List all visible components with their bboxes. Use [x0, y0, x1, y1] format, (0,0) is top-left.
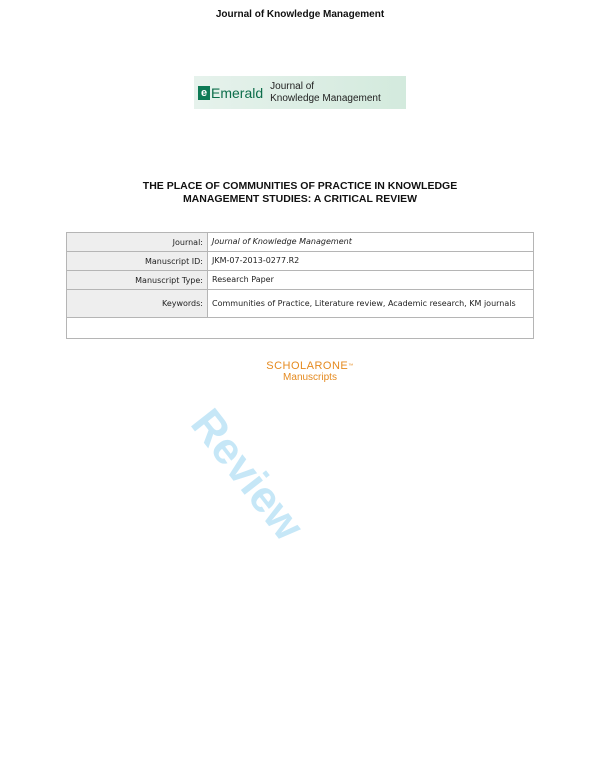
paper-title-line2: MANAGEMENT STUDIES: A CRITICAL REVIEW: [182, 193, 418, 205]
paper-title-line1: THE PLACE OF COMMUNITIES OF PRACTICE IN KNOWLEDGE: [142, 180, 458, 192]
metadata-row-keywords: [67, 290, 534, 318]
metadata-row-journal: [67, 233, 534, 252]
manuscript-metadata-table: [66, 232, 534, 339]
logo-journal-line2: Knowledge Management: [270, 92, 381, 104]
paper-title: [60, 180, 540, 206]
manuscript-id-value: JKM-07-2013-0277.R2: [208, 252, 534, 271]
manuscript-type-value: Research Paper: [208, 271, 534, 290]
manuscript-type-label: Manuscript Type:: [67, 271, 208, 290]
metadata-row-manuscript-type: [67, 271, 534, 290]
review-watermark: Review: [181, 400, 314, 550]
empty-cell: [67, 318, 534, 339]
journal-value: Journal of Knowledge Management: [208, 233, 534, 252]
logo-journal-name: [270, 81, 381, 105]
manuscript-id-label: Manuscript ID:: [67, 252, 208, 271]
keywords-value: Communities of Practice, Literature review, Academic research, KM journals: [208, 290, 534, 318]
logo-journal-line1: Journal of: [270, 80, 315, 92]
journal-label: Journal:: [67, 233, 208, 252]
emerald-journal-logo: [194, 76, 406, 109]
emerald-e-icon: e: [198, 86, 210, 100]
metadata-row-empty: [67, 318, 534, 339]
emerald-brand-text: Emerald: [211, 84, 264, 101]
running-header: Journal of Knowledge Management: [215, 9, 385, 20]
trademark-symbol: ™: [348, 363, 354, 369]
scholarone-text: SCHOLARONE: [266, 360, 349, 372]
keywords-label: Keywords:: [67, 290, 208, 318]
scholarone-logo: [250, 360, 370, 384]
scholarone-manuscripts-text: Manuscripts: [283, 372, 337, 383]
metadata-row-manuscript-id: [67, 252, 534, 271]
